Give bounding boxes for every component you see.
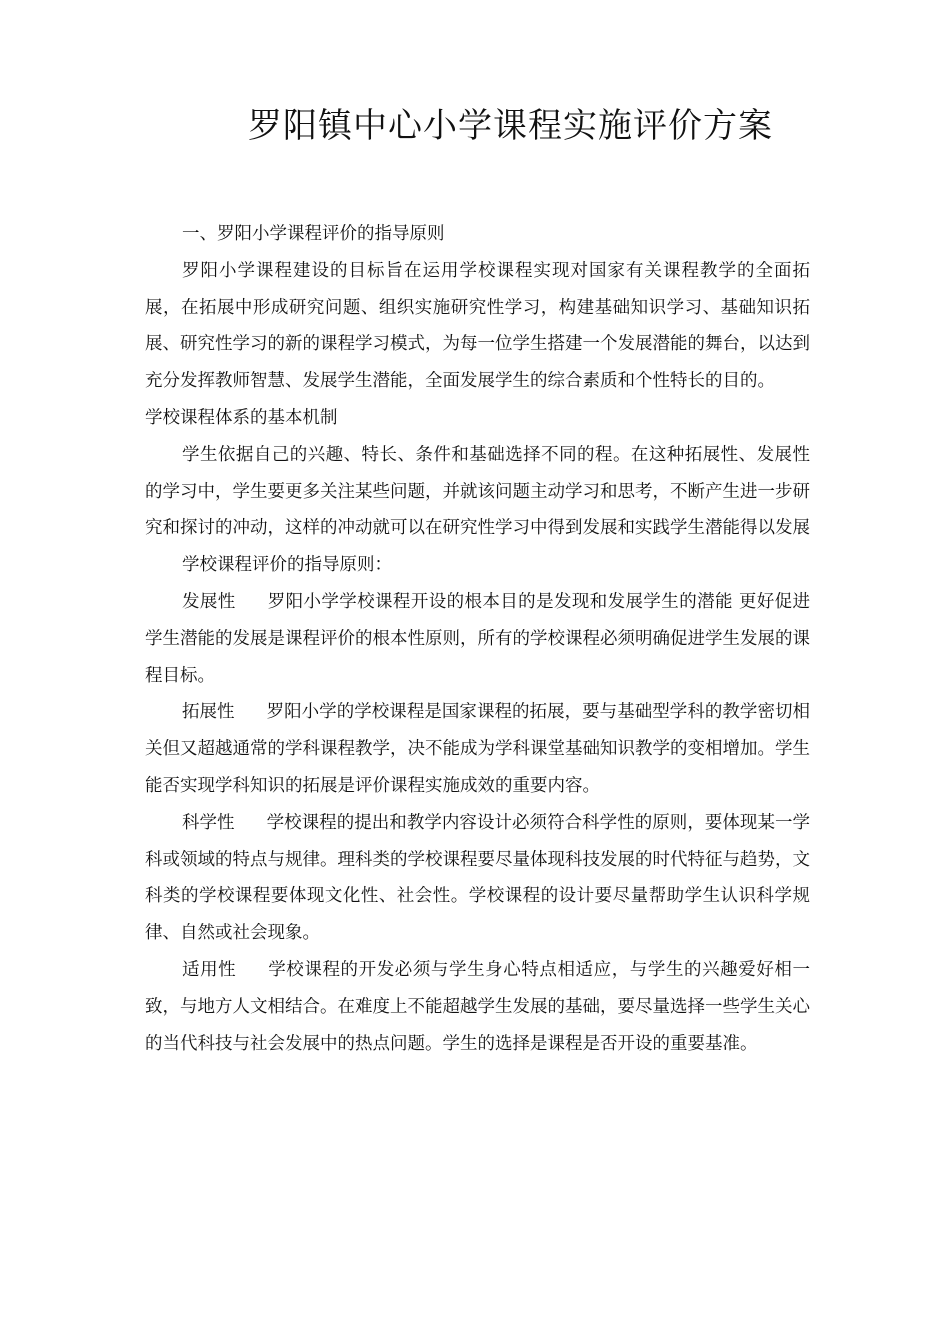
principle-term: 适用性: [182, 959, 237, 980]
principle-term: 拓展性: [182, 702, 235, 723]
subheading-mechanism: 学校课程体系的基本机制: [145, 407, 338, 428]
paragraph-mechanism: 学生依据自己的兴趣、特长、条件和基础选择不同的程。在这种拓展性、发展性的学习中，学生要更多关注某些问题，并就该问题主动学习和思考，不断产生进一步研究和探讨的冲动，这样的冲动就可以在研究性学习中得到发展和实践学生潜能得以发展: [145, 444, 810, 539]
principle-text: 罗阳小学学校课程开设的根本目的是发现和发展学生的潜能 更好促进学生潜能的发展是课程评价的根本性原则，所有的学校课程必须明确促进学生发展的课程目标。: [145, 591, 811, 686]
document-title: 罗阳镇中心小学课程实施评价方案: [248, 106, 773, 146]
principle-scientific: [145, 805, 810, 952]
principle-term: 科学性: [182, 812, 235, 833]
principle-term: 发展性: [182, 591, 236, 612]
principles-heading: 学校课程评价的指导原则：: [182, 555, 392, 576]
paragraph-goals: 罗阳小学课程建设的目标旨在运用学校课程实现对国家有关课程教学的全面拓展，在拓展中形成研究问题、组织实施研究性学习，构建基础知识学习、基础知识拓展、研究性学习的新的课程学习模式，为每一位学生搭建一个发展潜能的舞台，以达到充分发挥教师智慧、发展学生潜能，全面发展学生的综合素质和个性特长的目的。: [145, 260, 810, 392]
principle-applicability: [145, 952, 810, 1062]
principle-text: 罗阳小学的学校课程是国家课程的拓展，要与基础型学科的教学密切相关但又超越通常的学科课程教学，决不能成为学科课堂基础知识教学的变相增加。学生能否实现学科知识的拓展是评价课程实施成效的重要内容。: [145, 702, 811, 796]
section-heading: 一、罗阳小学课程评价的指导原则: [182, 224, 445, 244]
document-body: [145, 216, 810, 1062]
principle-text: 学校课程的提出和教学内容设计必须符合科学性的原则，要体现某一学科或领域的特点与规律。理科类的学校课程要尽量体现科技发展的时代特征与趋势，文科类的学校课程要体现文化性、社会性。学校课程的设计要尽量帮助学生认识科学规律、自然或社会现象。: [145, 812, 811, 944]
principle-extension: [145, 694, 810, 804]
principle-text: 学校课程的开发必须与学生身心特点相适应，与学生的兴趣爱好相一致，与地方人文相结合。在难度上不能超越学生发展的基础，要尽量选择一些学生关心的当代科技与社会发展中的热点问题。学生的选择是课程是否开设的重要基准。: [145, 959, 810, 1054]
principle-development: [145, 584, 810, 694]
